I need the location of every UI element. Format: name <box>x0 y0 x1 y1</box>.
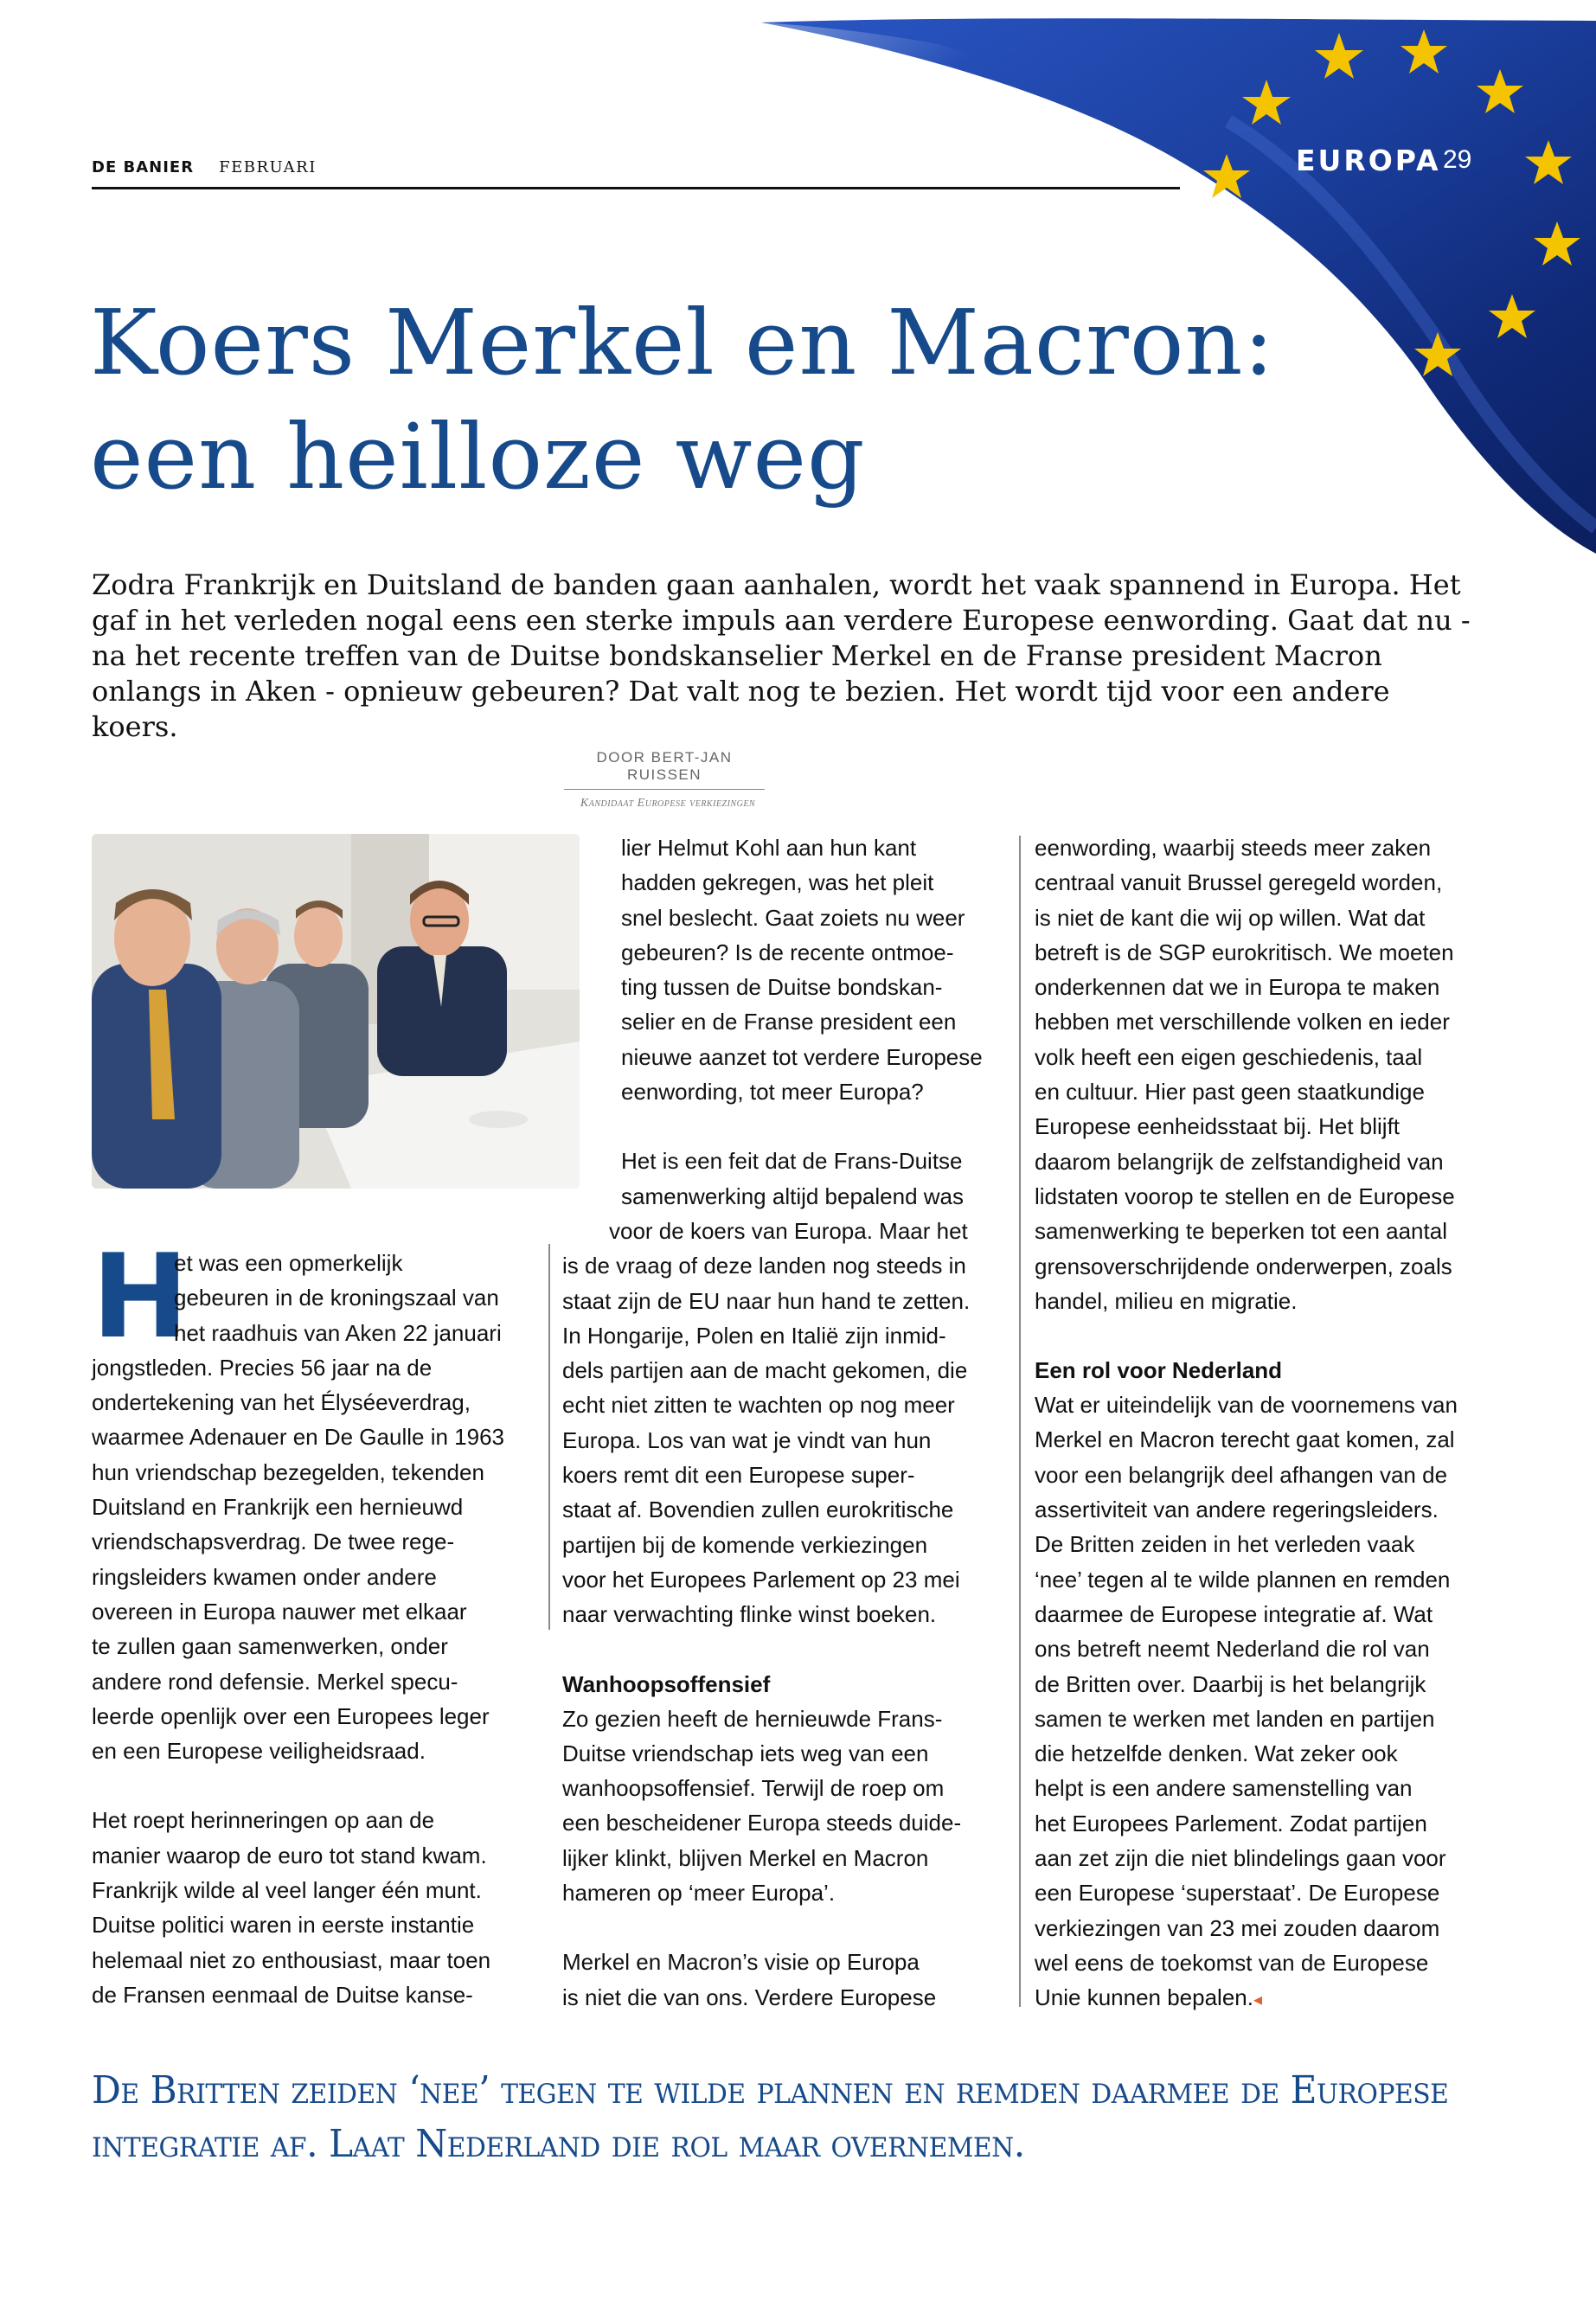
text-line: helpt is een andere samenstelling van <box>1035 1775 1413 1802</box>
text-line: waarmee Adenauer en De Gaulle in 1963 <box>92 1424 504 1451</box>
text-line: staat af. Bovendien zullen eurokritische <box>562 1497 954 1523</box>
text-line: Merkel en Macron terecht gaat komen, zal <box>1035 1426 1455 1453</box>
page-number: 29 <box>1443 145 1472 174</box>
text-line: ‘nee’ tegen al te wilde plannen en remden <box>1035 1566 1451 1593</box>
text-line: hun vriendschap bezegelden, tekenden <box>92 1458 484 1485</box>
text-line: Frankrijk wilde al veel langer één munt. <box>92 1877 482 1904</box>
text-line: verkiezingen van 23 mei zouden daarom <box>1035 1914 1440 1941</box>
text-line: koers remt dit een Europese super- <box>562 1462 915 1489</box>
text-line: Duitsland en Frankrijk een hernieuwd <box>92 1494 464 1521</box>
text-line: en een Europese veiligheidsraad. <box>92 1738 426 1765</box>
end-mark-icon: ◂ <box>1253 1990 1263 2010</box>
text-line: gebeuren in de kroningszaal van <box>174 1285 499 1311</box>
text-line: Europa. Los van wat je vindt van hun <box>562 1426 932 1453</box>
text-line: volk heeft een eigen geschiedenis, taal <box>1035 1043 1423 1070</box>
author-name: DOOR BERT-JAN RUISSEN <box>564 749 765 790</box>
text-line: helemaal niet zo enthousiast, maar toen <box>92 1946 491 1973</box>
byline <box>564 749 768 811</box>
text-line: echt niet zitten te wachten op nog meer <box>562 1392 955 1419</box>
text-line: partijen bij de komende verkiezingen <box>562 1531 928 1558</box>
text-line: Duitse politici waren in eerste instantie <box>92 1912 475 1939</box>
text-line: dels partijen aan de macht gekomen, die <box>562 1357 968 1384</box>
title-line-1: Koers Merkel en Macron: <box>90 290 1275 395</box>
text-line: Zo gezien heeft de hernieuwde Frans- <box>562 1705 943 1732</box>
drop-cap: H <box>92 1229 189 1364</box>
text-line: ting tussen de Duitse bondskan- <box>621 974 943 1001</box>
running-header <box>92 157 317 176</box>
text-line: die hetzelfde denken. Wat zeker ook <box>1035 1740 1398 1767</box>
pull-quote <box>92 2064 1503 2171</box>
text-line: Het roept herinneringen op aan de <box>92 1807 435 1834</box>
text-line: overeen in Europa nauwer met elkaar <box>92 1598 467 1625</box>
text-line: Het is een feit dat de Frans-Duitse <box>621 1148 963 1175</box>
text-line: ondertekening van het Élyséeverdrag, <box>92 1389 471 1416</box>
text-line: ons betreft neemt Nederland die rol van <box>1035 1636 1430 1663</box>
column-rule <box>548 1244 550 1630</box>
text-line: onderkennen dat we in Europa te maken <box>1035 974 1440 1001</box>
text-line: centraal vanuit Brussel geregeld worden, <box>1035 869 1443 896</box>
subheading-een-rol-voor-nederland: Een rol voor Nederland <box>1035 1357 1283 1384</box>
pull-quote-line-1: De Britten zeiden ‘nee’ tegen te wilde plannen en remden daarmee de Europese <box>92 2068 1449 2112</box>
text-line: nieuwe aanzet tot verdere Europese <box>621 1043 983 1070</box>
author-role: Kandidaat Europese verkiezingen <box>580 797 756 810</box>
text-line: wel eens de toekomst van de Europese <box>1035 1949 1429 1976</box>
text-line <box>1035 1980 1484 2017</box>
text-line: Merkel en Macron’s visie op Europa <box>562 1949 920 1976</box>
column-rule <box>1019 836 1021 2007</box>
text-line: assertiviteit van andere regeringsleiders. <box>1035 1497 1439 1523</box>
text-line: betreft is de SGP eurokritisch. We moeten <box>1035 939 1454 965</box>
text-line: naar verwachting flinke winst boeken. <box>562 1601 937 1628</box>
text-line: hebben met verschillende volken en ieder <box>1035 1009 1450 1035</box>
text-line: eenwording, waarbij steeds meer zaken <box>1035 835 1432 861</box>
text-line: is niet de kant die wij op willen. Wat dat <box>1035 904 1426 931</box>
text-line: snel beslecht. Gaat zoiets nu weer <box>621 904 965 931</box>
magazine-name: DE BANIER <box>92 158 195 176</box>
column-2 <box>562 830 1012 2015</box>
text-line: In Hongarije, Polen en Italië zijn inmid- <box>562 1322 946 1349</box>
text-line: vriendschapsverdrag. De twee rege- <box>92 1529 455 1555</box>
text-line: andere rond defensie. Merkel specu- <box>92 1668 458 1695</box>
text-line: Wat er uiteindelijk van de voornemens van <box>1035 1392 1458 1419</box>
text-line: lier Helmut Kohl aan hun kant <box>621 835 917 861</box>
text-line: ringsleiders kwamen onder andere <box>92 1563 437 1590</box>
column-1 <box>92 1229 542 2012</box>
text-line: te zullen gaan samenwerken, onder <box>92 1633 448 1660</box>
article-photo <box>92 834 580 1189</box>
text-line: staat zijn de EU naar hun hand te zetten. <box>562 1287 971 1314</box>
text-line: de Britten over. Daarbij is het belangrijk <box>1035 1670 1426 1697</box>
lead-paragraph: Zodra Frankrijk en Duitsland de banden gaan aanhalen, wordt het vaak spannend in Europa. Het gaf in het verleden nogal eens een sterke impuls aan verdere Europese eenwording. Gaat dat nu - na het recente treffen van de Duitse bondskanselier Merkel en de Franse president Macron onlangs in Aken - opnieuw gebeuren? Dat valt nog te bezien. Het wordt tijd voor een andere koers. <box>92 568 1471 743</box>
text-line: handel, milieu en migratie. <box>1035 1287 1298 1314</box>
text-line: eenwording, tot meer Europa? <box>621 1079 924 1106</box>
subheading-wanhoopsoffensief: Wanhoopsoffensief <box>562 1670 771 1697</box>
title-line-2: een heilloze weg <box>90 404 866 510</box>
text-line: voor het Europees Parlement op 23 mei <box>562 1566 960 1593</box>
text-line: lidstaten voorop te stellen en de Europese <box>1035 1183 1455 1209</box>
text-line: Europese eenheidsstaat bij. Het blijft <box>1035 1113 1401 1140</box>
text-line: hadden gekregen, was het pleit <box>621 869 934 896</box>
text-line: Duitse vriendschap iets weg van een <box>562 1740 929 1766</box>
text-line: aan zet zijn die niet blindelings gaan voor <box>1035 1845 1446 1872</box>
text-line: daarom belangrijk de zelfstandigheid van <box>1035 1148 1444 1175</box>
text-line: samen te werken met landen en partijen <box>1035 1705 1435 1732</box>
header-rule <box>92 187 1180 189</box>
text-line: manier waarop de euro tot stand kwam. <box>92 1842 487 1868</box>
text-line: een Europese ‘superstaat’. De Europese <box>1035 1880 1440 1907</box>
text-line: voor de koers van Europa. Maar het <box>609 1217 968 1244</box>
text-line: et was een opmerkelijk <box>174 1250 403 1276</box>
text-line: een bescheidener Europa steeds duide- <box>562 1810 962 1836</box>
text-line: jongstleden. Precies 56 jaar na de <box>92 1354 433 1381</box>
text-line: samenwerking altijd bepalend was <box>621 1183 965 1209</box>
text-line: het Europees Parlement. Zodat partijen <box>1035 1810 1427 1836</box>
text-line: daarmee de Europese integratie af. Wat <box>1035 1600 1433 1627</box>
text-line: grensoverschrijdende onderwerpen, zoals <box>1035 1253 1452 1279</box>
text-line: leerde openlijk over een Europees leger <box>92 1702 490 1729</box>
issue-month: FEBRUARI <box>219 158 317 176</box>
text-line: en cultuur. Hier past geen staatkundige <box>1035 1079 1425 1106</box>
text-line: het raadhuis van Aken 22 januari <box>174 1319 502 1346</box>
text-line: voor een belangrijk deel afhangen van de <box>1035 1461 1448 1488</box>
column-3 <box>1035 830 1484 2018</box>
text-line: de Fransen eenmaal de Duitse kanse- <box>92 1981 473 2008</box>
article-title <box>90 285 1301 514</box>
last-line: Unie kunnen bepalen. <box>1035 1984 1253 2011</box>
text-line: De Britten zeiden in het verleden vaak <box>1035 1531 1415 1558</box>
text-line: gebeuren? Is de recente ontmoe- <box>621 939 954 965</box>
text-line: selier en de Franse president een <box>621 1009 957 1035</box>
text-line: samenwerking te beperken tot een aantal <box>1035 1218 1447 1245</box>
text-line: wanhoopsoffensief. Terwijl de roep om <box>562 1775 945 1802</box>
text-line: hameren op ‘meer Europa’. <box>562 1880 836 1907</box>
text-line: lijker klinkt, blijven Merkel en Macron <box>562 1844 929 1871</box>
text-line: is de vraag of deze landen nog steeds in <box>562 1253 966 1279</box>
section-label: EUROPA <box>1296 144 1441 177</box>
text-line: is niet die van ons. Verdere Europese <box>562 1984 937 2010</box>
pull-quote-line-2: integratie af. Laat Nederland die rol maar overnemen. <box>92 2122 1025 2166</box>
